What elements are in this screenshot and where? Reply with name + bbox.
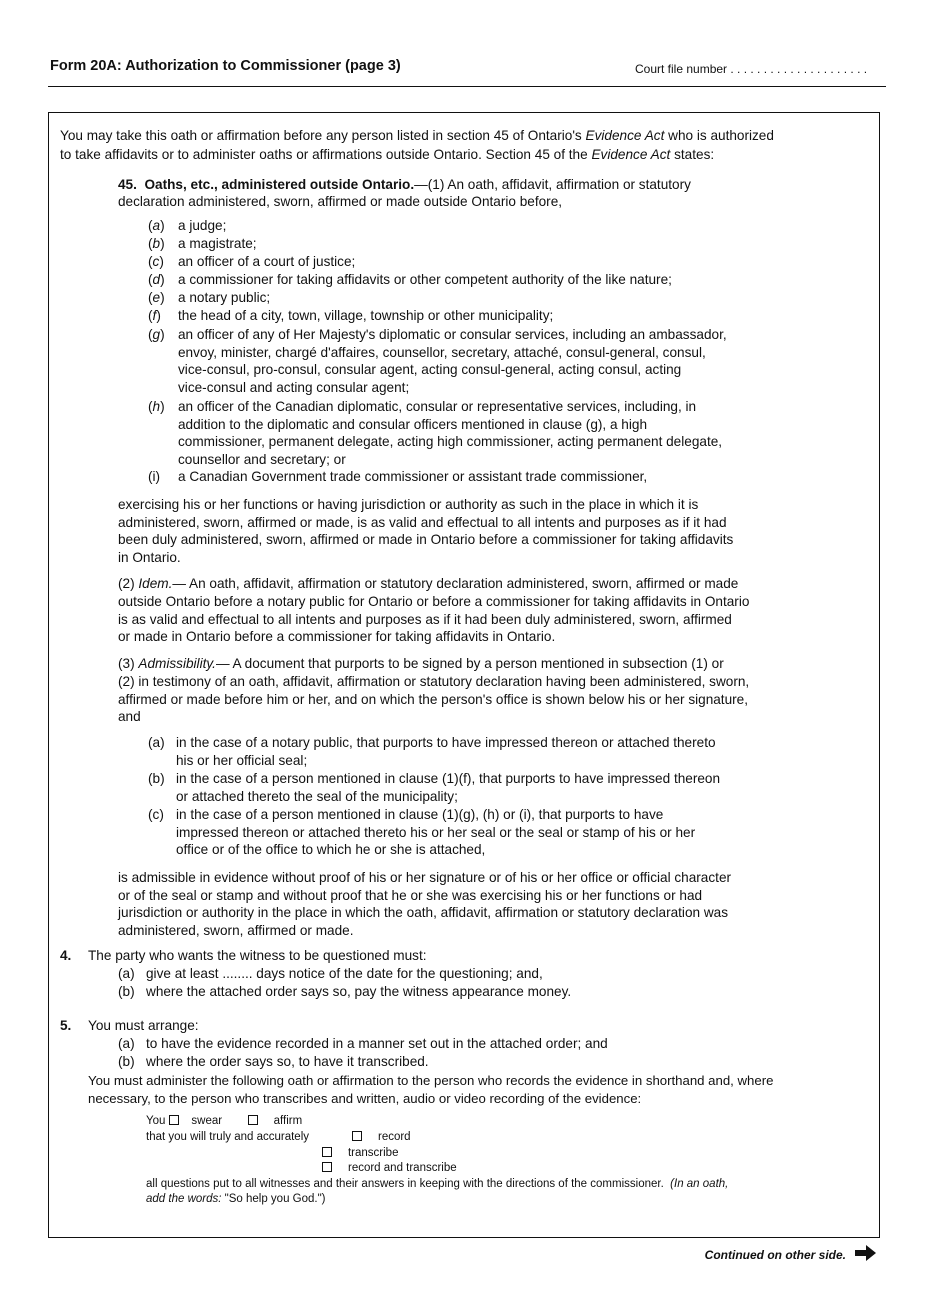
clause-label: (e) <box>148 290 165 305</box>
closing-text: in Ontario. <box>118 549 181 565</box>
clause-label: (g) <box>148 327 165 342</box>
act-name: Evidence Act <box>591 147 671 162</box>
clause-text: in the case of a person mentioned in clause (1)(g), (h) or (i), that purports to have <box>176 807 664 822</box>
item-4b-text: where the attached order says so, pay the witness appearance money. <box>146 984 572 999</box>
clause-text: envoy, minister, chargé d'affaires, counsellor, secretary, attaché, consul-general, consul, <box>178 344 706 360</box>
clause-text: counsellor and secretary; or <box>178 451 346 467</box>
oath-you-line <box>146 1114 302 1129</box>
closing-text: is admissible in evidence without proof of his or her signature or of his or her office or official character <box>118 870 732 885</box>
clause-label: (a) <box>148 735 165 750</box>
subsection-3-line: and <box>118 709 141 724</box>
court-file-number: Court file number . . . . . . . . . . . . . . . . . . . . . <box>635 62 868 76</box>
item-5b-label: (b) <box>118 1054 135 1069</box>
transcribe-option <box>322 1146 398 1161</box>
closing-text: administered, sworn, affirmed or made, is as valid and effectual to all intents and purposes as if it had <box>118 514 727 530</box>
clause-text: impressed thereon or attached thereto his or her seal or the seal or stamp of his or her <box>176 824 696 840</box>
intro-line-1 <box>60 127 875 145</box>
transcribe-checkbox[interactable] <box>322 1147 332 1157</box>
section-text: —(1) An oath, affidavit, affirmation or statutory <box>414 177 691 192</box>
item-5-number: 5. <box>60 1018 72 1033</box>
intro-text: to take affidavits or to administer oaths or affirmations outside Ontario. Section 45 of the <box>60 147 588 162</box>
record-transcribe-label: record and transcribe <box>347 1162 457 1174</box>
administer-line-1: You must administer the following oath or affirmation to the person who records the evidence in shorthand and, where <box>88 1073 774 1088</box>
item-5b-text: where the order says so, to have it transcribed. <box>146 1054 429 1069</box>
clause-label: (a) <box>148 218 165 233</box>
intro-line-2 <box>60 146 875 164</box>
clause-text: a magistrate; <box>178 236 257 251</box>
s45-intro-line-2: declaration administered, sworn, affirmed or made outside Ontario before, <box>118 194 563 209</box>
transcribe-label: transcribe <box>347 1147 399 1159</box>
oath-closing-2: add the words: "So help you God.") <box>146 1193 326 1205</box>
clause-text: or attached thereto the seal of the municipality; <box>176 788 458 804</box>
record-option <box>352 1130 411 1145</box>
closing-text: exercising his or her functions or having jurisdiction or authority as such in the place in which it is <box>118 497 699 512</box>
item-4-number: 4. <box>60 948 72 963</box>
subsection-2-line: outside Ontario before a notary public for Ontario or before a commissioner for taking affidavits in Ontario <box>118 594 750 609</box>
affirm-label: affirm <box>273 1115 303 1127</box>
administer-line-2: necessary, to the person who transcribes and written, audio or video recording of the evidence: <box>88 1091 642 1106</box>
arrow-right-icon <box>855 1244 877 1262</box>
clause-text: his or her official seal; <box>176 752 308 768</box>
record-transcribe-checkbox[interactable] <box>322 1162 332 1172</box>
intro-text: states: <box>674 147 715 162</box>
item-4a-text: give at least ........ days notice of the date for the questioning; and, <box>146 966 543 981</box>
subsection-2-line: or made in Ontario before a commissioner for taking affidavits in Ontario. <box>118 629 556 644</box>
clause-label: (i) <box>148 469 161 484</box>
closing-text: or of the seal or stamp and without proof that he or she was exercising his or her functions or had <box>118 887 703 903</box>
record-transcribe-option <box>322 1161 457 1176</box>
clause-label: (c) <box>148 254 164 269</box>
clause-label: (f) <box>148 308 161 323</box>
closing-text: jurisdiction or authority in the place in which the oath, affidavit, affirmation or statutory declaration was <box>118 905 729 920</box>
clause-label: (h) <box>148 399 165 414</box>
closing-text: administered, sworn, affirmed or made. <box>118 922 354 938</box>
clause-label: (c) <box>148 807 164 822</box>
swear-label: swear <box>191 1115 223 1127</box>
subsection-3-line: affirmed or made before him or her, and on which the person's office is shown below his or her signature, <box>118 691 749 707</box>
item-4b-label: (b) <box>118 984 135 999</box>
item-4-text: The party who wants the witness to be questioned must: <box>88 948 427 963</box>
item-4a-label: (a) <box>118 966 135 981</box>
oath-you: You <box>146 1115 166 1127</box>
clause-text: vice-consul and acting consular agent; <box>178 379 410 395</box>
clause-text: an officer of any of Her Majesty's diplomatic or consular services, including an ambassador, <box>178 327 727 342</box>
clause-text: the head of a city, town, village, township or other municipality; <box>178 308 554 323</box>
clause-text: in the case of a notary public, that purports to have impressed thereon or attached thereto <box>176 735 716 750</box>
record-label: record <box>377 1131 411 1143</box>
intro-text: You may take this oath or affirmation before any person listed in section 45 of Ontario's <box>60 128 582 143</box>
s45-heading <box>118 176 818 194</box>
subsection-2-line: is as valid and effectual to all intents and purposes as if it had been duly administered, sworn, affirmed <box>118 611 732 627</box>
affirm-checkbox[interactable] <box>248 1115 258 1125</box>
clause-label: (b) <box>148 236 165 251</box>
clause-text: an officer of a court of justice; <box>178 254 356 269</box>
section-heading: Oaths, etc., administered outside Ontario. <box>144 177 415 192</box>
oath-closing-1: all questions put to all witnesses and their answers in keeping with the directions of the commissioner. (In an oath, <box>146 1178 729 1190</box>
intro-text: who is authorized <box>668 128 774 143</box>
subsection-2-line: (2) Idem.— An oath, affidavit, affirmation or statutory declaration administered, sworn, affirmed or made <box>118 576 739 591</box>
clause-text: a judge; <box>178 218 227 233</box>
clause-text: commissioner, permanent delegate, acting high commissioner, acting permanent delegate, <box>178 434 723 449</box>
form-title: Form 20A: Authorization to Commissioner (page 3) <box>50 58 401 74</box>
clause-text: a Canadian Government trade commissioner or assistant trade commissioner, <box>178 469 648 484</box>
act-name: Evidence Act <box>585 128 665 143</box>
continued-note: Continued on other side. <box>704 1248 846 1262</box>
oath-truly: that you will truly and accurately <box>146 1131 309 1143</box>
clause-text: an officer of the Canadian diplomatic, consular or representative services, including, in <box>178 399 697 414</box>
clause-text: a notary public; <box>178 290 271 305</box>
section-number: 45. <box>118 177 137 192</box>
clause-text: office or of the office to which he or she is attached, <box>176 842 486 857</box>
clause-text: a commissioner for taking affidavits or other competent authority of the like nature; <box>178 272 672 287</box>
clause-text: vice-consul, pro-consul, consular agent, acting consul-general, acting consul, acting <box>178 362 682 377</box>
item-5a-label: (a) <box>118 1036 135 1051</box>
clause-label: (b) <box>148 771 165 786</box>
item-5a-text: to have the evidence recorded in a manner set out in the attached order; and <box>146 1036 608 1051</box>
swear-checkbox[interactable] <box>169 1115 179 1125</box>
clause-text: in the case of a person mentioned in clause (1)(f), that purports to have impressed thereon <box>176 771 721 786</box>
clause-text: addition to the diplomatic and consular officers mentioned in clause (g), a high <box>178 416 648 432</box>
record-checkbox[interactable] <box>352 1131 362 1141</box>
header-divider <box>48 86 886 87</box>
closing-text: been duly administered, sworn, affirmed or made in Ontario before a commissioner for taking affidavits <box>118 532 734 547</box>
subsection-3-line: (2) in testimony of an oath, affidavit, affirmation or statutory declaration having been administered, sworn, <box>118 674 750 689</box>
item-5-text: You must arrange: <box>88 1018 199 1033</box>
clause-label: (d) <box>148 272 165 287</box>
subsection-3-line: (3) Admissibility.— A document that purports to be signed by a person mentioned in subsection (1) or <box>118 656 724 671</box>
